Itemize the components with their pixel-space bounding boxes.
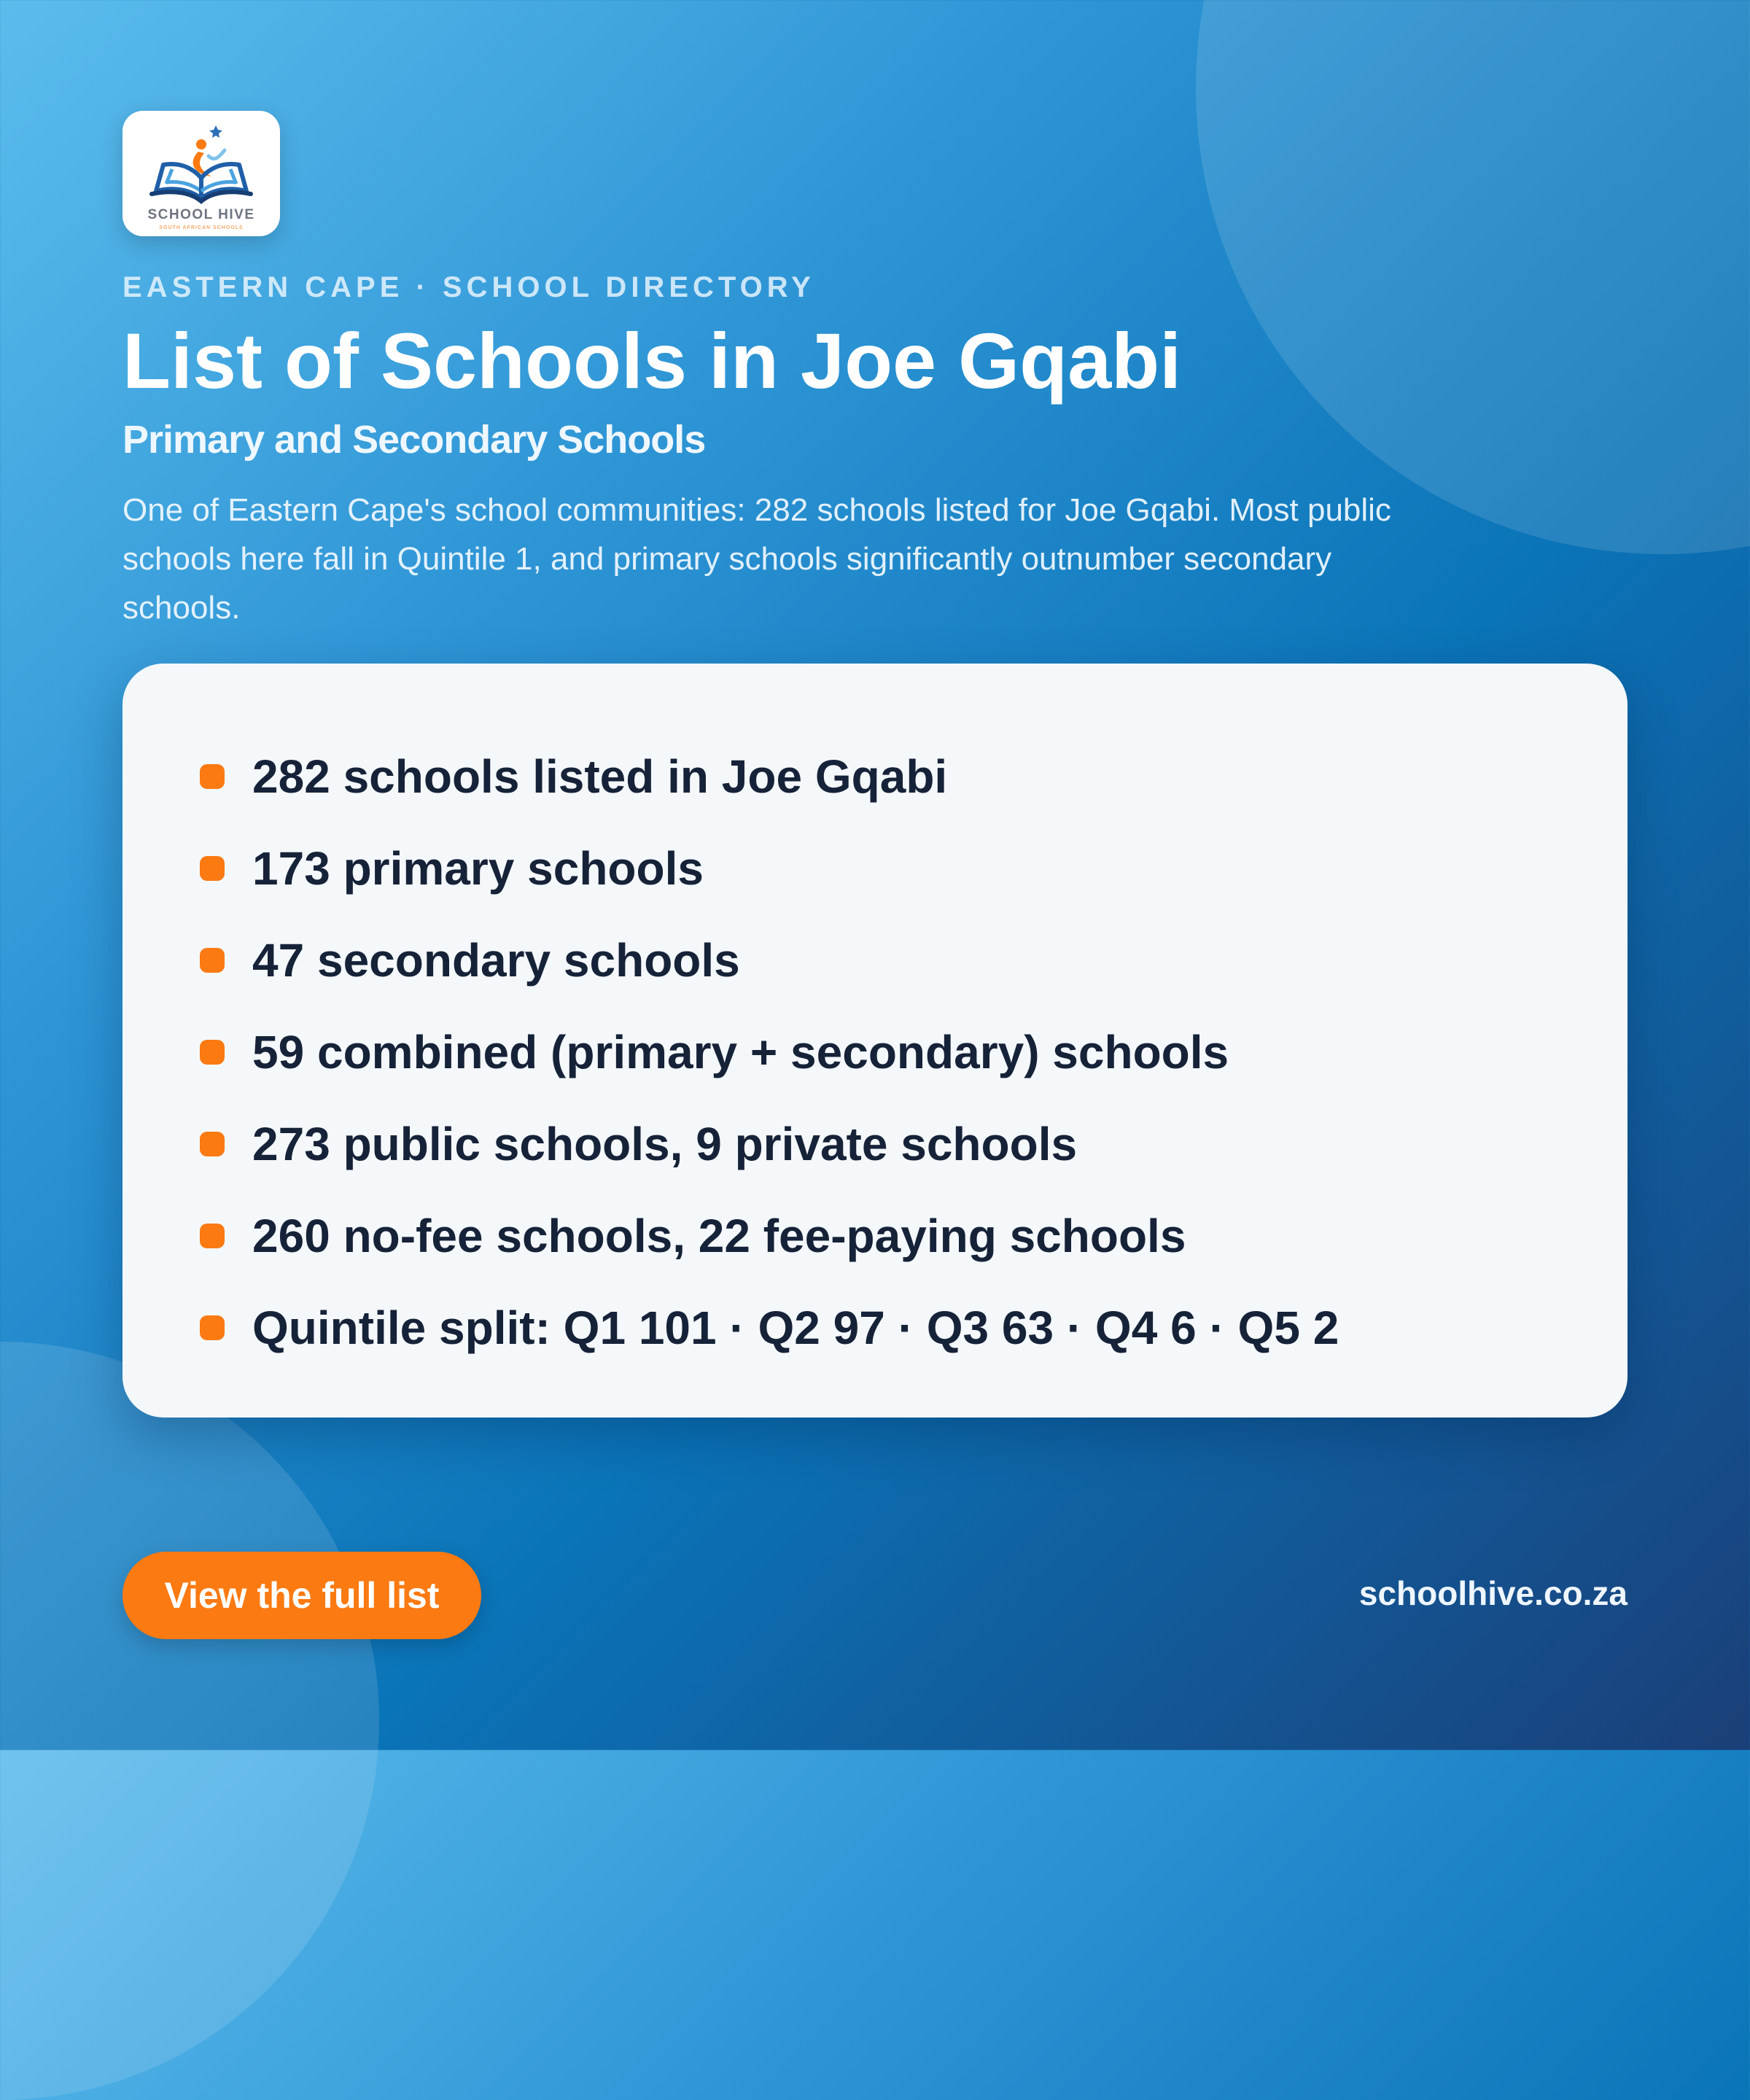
bullet-square-icon xyxy=(200,1224,225,1248)
decorative-circle-bottom-left xyxy=(0,1342,379,2100)
school-hive-logo xyxy=(122,111,280,236)
view-full-list-button[interactable]: View the full list xyxy=(122,1552,481,1639)
decorative-circle-top-right xyxy=(1196,0,1750,554)
fact-text: 273 public schools, 9 private schools xyxy=(252,1118,1078,1170)
fact-text: 47 secondary schools xyxy=(252,934,740,987)
bullet-square-icon xyxy=(200,856,225,881)
open-book-logo-icon xyxy=(122,111,280,236)
bullet-square-icon xyxy=(200,764,225,789)
page-title: List of Schools in Joe Gqabi xyxy=(122,316,1182,405)
fact-item xyxy=(200,1190,1339,1282)
fact-text: 282 schools listed in Joe Gqabi xyxy=(252,750,948,803)
page-description: One of Eastern Cape's school communities: 282 schools listed for Joe Gqabi. Most public schools here fall in Quintile 1, and primary schools significantly outnumber secondary schools. xyxy=(122,492,1391,626)
page-subtitle: Primary and Secondary Schools xyxy=(122,418,706,462)
site-url-link[interactable]: schoolhive.co.za xyxy=(1358,1574,1628,1612)
fact-item xyxy=(200,1098,1339,1190)
bullet-square-icon xyxy=(200,948,225,973)
logo-tagline: SOUTH AFRICAN SCHOOLS xyxy=(159,225,244,230)
fact-text: 173 primary schools xyxy=(252,842,704,895)
fact-text: 260 no-fee schools, 22 fee-paying schools xyxy=(252,1210,1186,1262)
fact-text: Quintile split: Q1 101 · Q2 97 · Q3 63 · Q4 6 · Q5 2 xyxy=(252,1302,1339,1354)
facts-list xyxy=(200,731,1339,1374)
fact-item xyxy=(200,822,1339,914)
fact-item xyxy=(200,1006,1339,1098)
fact-item xyxy=(200,731,1339,822)
logo-wordmark: SCHOOL HIVE xyxy=(147,207,255,222)
bullet-square-icon xyxy=(200,1040,225,1065)
fact-item xyxy=(200,1282,1339,1374)
bullet-square-icon xyxy=(200,1132,225,1156)
bullet-square-icon xyxy=(200,1315,225,1340)
fact-item xyxy=(200,914,1339,1006)
facts-card xyxy=(122,664,1628,1418)
eyebrow-label: EASTERN CAPE · SCHOOL DIRECTORY xyxy=(122,271,815,303)
fact-text: 59 combined (primary + secondary) schools xyxy=(252,1026,1229,1078)
